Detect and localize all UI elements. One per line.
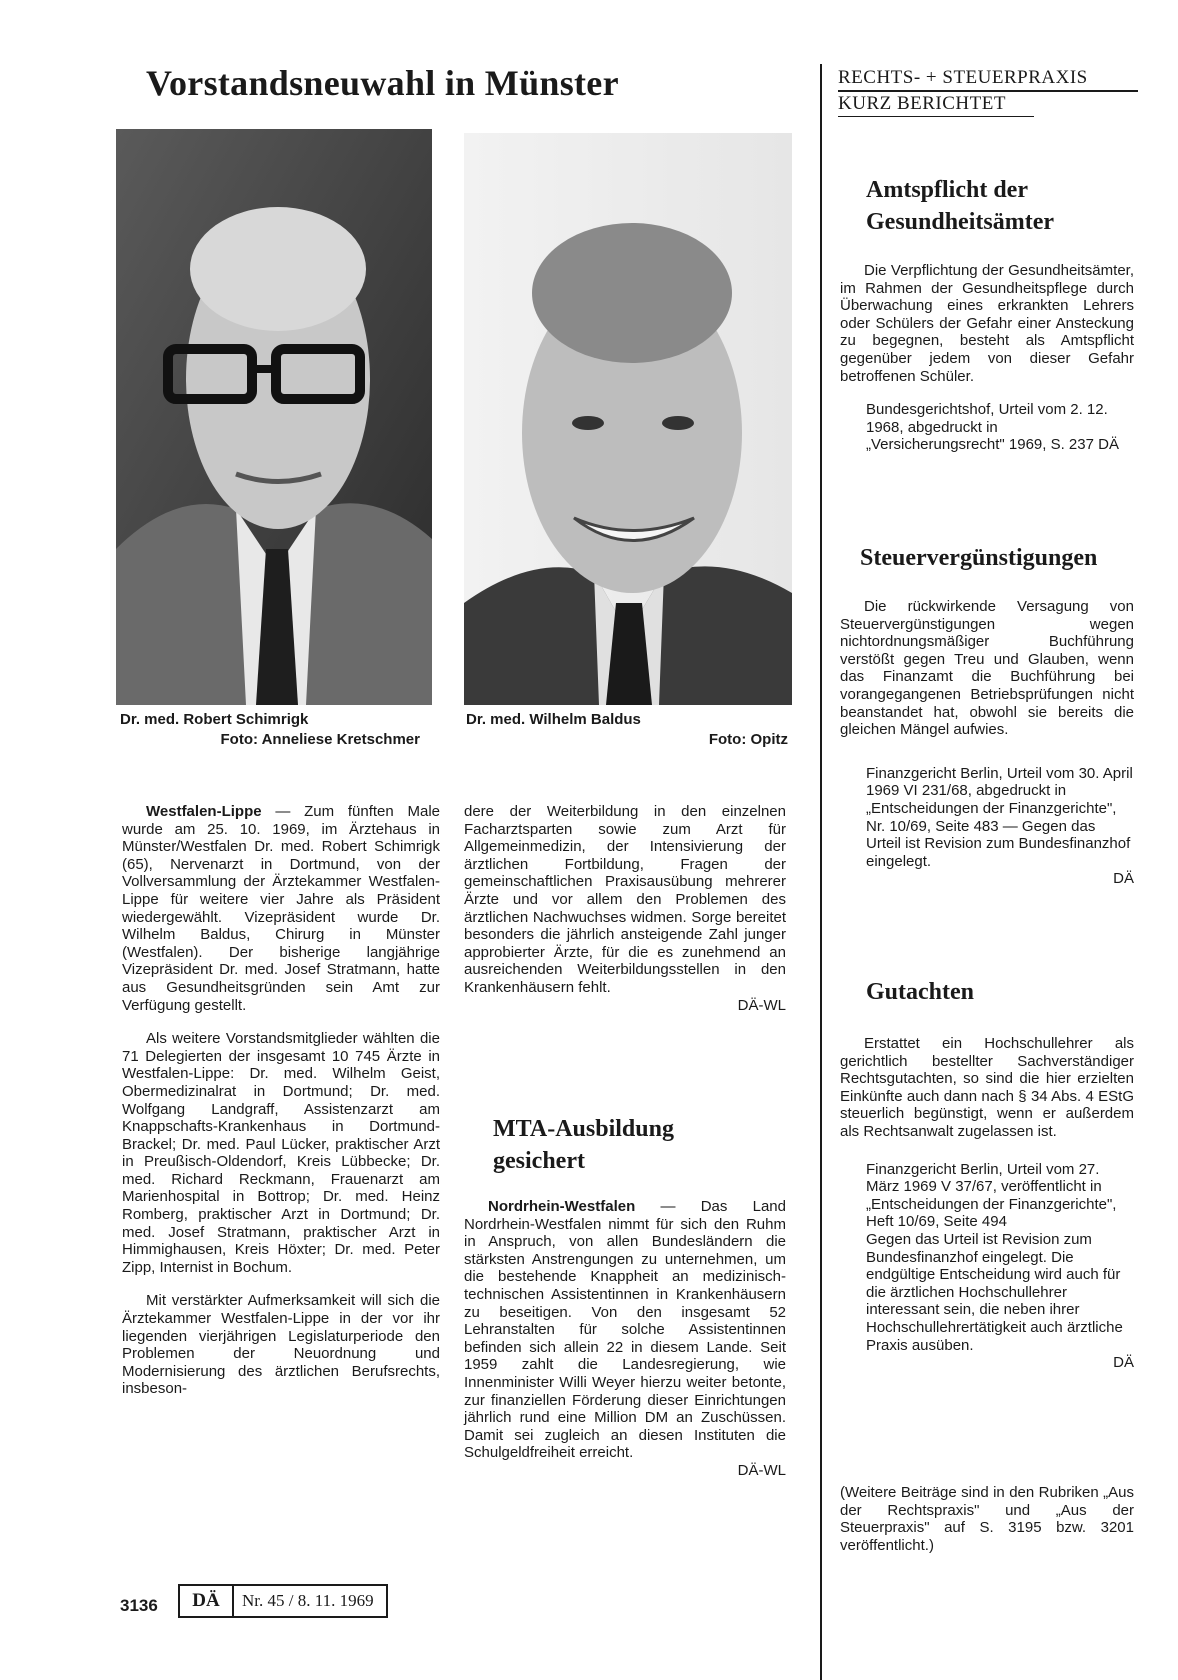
photo-caption-baldus xyxy=(466,710,788,750)
sidebar-signature: DÄ xyxy=(1113,870,1134,888)
sidebar-body: Die Verpflichtung der Gesundheitsämter, im Rahmen der Gesundheitspflege durch Überwachung eines erkrankten Lehrers oder Schülers der Gefahr einer Ansteckung zu begegnen, besteht als Amtspflicht gegenüber jedem von dieser Gefahr betroffenen Schüler. xyxy=(840,262,1134,385)
sidebar-item-amtspflicht xyxy=(840,262,1134,454)
sidebar-heading-steuerverguenstigungen: Steuervergünstigungen xyxy=(860,545,1098,571)
photo-caption-name: Dr. med. Robert Schimrigk xyxy=(120,711,309,728)
sidebar-body: Die rückwirkende Versagung von Steuervergünstigungen wegen nichtordnungsmäßiger Buchführung verstößt gegen Treu und Glauben, wenn das Finanzamt die Buchführung bei vorangegangenen Betriebsprüfungen nicht beanstandet hat, obwohl sie bereits die gleichen Mängel aufwies. xyxy=(840,598,1134,739)
sidebar-source: Bundesgerichtshof, Urteil vom 2. 12. 1968, abgedruckt in „Versicherungsrecht" 1969, S. 237 DÄ xyxy=(866,401,1119,454)
portrait-photo-baldus xyxy=(464,133,792,705)
page-title: Vorstandsneuwahl in Münster xyxy=(146,63,619,103)
column-divider xyxy=(820,64,822,1680)
section-label-rule xyxy=(838,90,1138,92)
article-column-1 xyxy=(122,803,440,1398)
photo-credit: Foto: Opitz xyxy=(708,731,788,748)
sidebar-heading-gutachten: Gutachten xyxy=(866,979,974,1005)
article-paragraph-2: Als weitere Vorstandsmitglieder wählten die 71 Delegierten der insgesamt 10 745 Ärzte in Westfalen-Lippe: Dr. med. Wilhelm Geist, Obermedizinalrat in Dortmund; Dr. med. Wolfgang Landgraff, Assistenzarzt am Knappschafts-Krankenhaus in Dortmund-Brackel; Dr. med. Paul Lücker, praktischer Arzt in Preußisch-Oldendorf, Kreis Lübbecke; Dr. med. Richard Reckmann, Frauenarzt am Marienhospital in Bottrop; Dr. med. Heinz Romberg, praktischer Arzt in Dortmund; Dr. med. Josef Stratmann, praktischer Arzt in Himmighausen, Kreis Höxter; Dr. med. Peter Zipp, Internist in Bochum. xyxy=(122,1030,440,1276)
mta-heading-line2: gesichert xyxy=(493,1148,585,1174)
article-dateline: Westfalen-Lippe xyxy=(146,803,262,820)
section-label-underline xyxy=(838,116,1034,117)
section-label-line1: RECHTS- + STEUERPRAXIS xyxy=(838,67,1088,88)
sidebar-heading-amtspflicht: Amtspflicht der Gesundheitsämter xyxy=(866,177,1054,235)
sidebar-footnote: (Weitere Beiträge sind in den Rubriken „Aus der Rechtspraxis" und „Aus der Steuerpraxis" auf S. 3195 bzw. 3201 veröffentlicht.) xyxy=(840,1484,1134,1554)
publication-logo: DÄ xyxy=(180,1586,234,1616)
photo-credit: Foto: Anneliese Kretschmer xyxy=(220,731,420,748)
article-column-2 xyxy=(464,803,786,1014)
photo-caption-name: Dr. med. Wilhelm Baldus xyxy=(466,711,641,728)
portrait-photo-schimrigk xyxy=(116,129,432,705)
mta-body: — Das Land Nordrhein-Westfalen nimmt für sich den Ruhm in Anspruch, von allen Bundesländern die stärksten Anstrengungen zu unternehmen, um die bestehende Knappheit an medizinisch-technischen Assistentinnen in Krankenhäusern zu beseitigen. Von den insgesamt 52 Lehranstalten für solche Assistentinnen befinden sich allein 22 in diesem Lande. Seit 1959 zahlt die Landesregierung, wie Innenminister Willi Weyer hierzu weiter betonte, zur finanziellen Förderung dieser Einrichtungen jährlich rund eine Million DM an Zuschüssen. Damit sei zugleich an diesen Instituten die Schulgeldfreiheit erreicht. xyxy=(464,1198,786,1462)
sidebar-source: Finanzgericht Berlin, Urteil vom 30. April 1969 VI 231/68, abgedruckt in „Entscheidungen der Finanzgerichte", Nr. 10/69, Seite 483 — Gegen das Urteil ist Revision zum Bundesfinanzhof eingelegt. xyxy=(866,764,1133,870)
article-signature: DÄ-WL xyxy=(737,996,786,1014)
sidebar-signature: DÄ xyxy=(1098,436,1119,454)
mta-heading xyxy=(493,1113,773,1177)
mta-article xyxy=(464,1198,786,1480)
issue-number: Nr. 45 / 8. 11. 1969 xyxy=(242,1591,374,1610)
mta-dateline: Nordrhein-Westfalen xyxy=(488,1198,636,1215)
sidebar-signature: DÄ xyxy=(1113,1354,1134,1372)
article-paragraph-4: dere der Weiterbildung in den einzelnen Facharztsparten sowie zum Arzt für Allgemeinmedizin, der Intensivierung der ärztlichen Fortbildung, Fragen der gemeinschaftlichen Praxisausübung mehrerer Ärzte und vor allem den Problemen des ärztlichen Nachwuchses widmen. Sorge bereitet besonders die jährlich ansteigende Zahl junger approbierter Ärzte, für die es zunehmend an ausreichenden Weiterbildungsstellen in den Krankenhäusern fehlt. xyxy=(464,803,786,996)
page-number: 3136 xyxy=(120,1596,158,1615)
sidebar-item-gutachten xyxy=(840,1035,1134,1372)
sidebar-source: Finanzgericht Berlin, Urteil vom 27. März 1969 V 37/67, veröffentlicht in „Entscheidungen der Finanzgerichte", Heft 10/69, Seite 494 xyxy=(866,1160,1117,1231)
photo-caption-schimrigk xyxy=(120,710,420,750)
mta-heading-line1: MTA-Ausbildung xyxy=(493,1116,674,1142)
section-label xyxy=(838,66,1138,116)
sidebar-note: Gegen das Urteil ist Revision zum Bundesfinanzhof eingelegt. Die endgültige Entscheidung wird auch für die ärztlichen Hochschullehrer interessant sein, die neben ihrer Hochschullehrertätigkeit auch ärztliche Praxis ausüben. xyxy=(866,1230,1123,1354)
article-paragraph-3: Mit verstärkter Aufmerksamkeit will sich die Ärztekammer Westfalen-Lippe in der vor ihr liegenden vierjährigen Legislaturperiode den Problemen der Neuordnung und Modernisierung des ärztlichen Berufsrechts, insbeson- xyxy=(122,1292,440,1398)
mta-signature: DÄ-WL xyxy=(737,1461,786,1479)
section-label-line2: KURZ BERICHTET xyxy=(838,93,1006,114)
sidebar-item-steuerverguenstigungen xyxy=(840,598,1134,888)
sidebar-body: Erstattet ein Hochschullehrer als gerichtlich bestellter Sachverständiger Rechtsgutachten, so sind die hier erzielten Einkünfte auch dann nach § 34 Abs. 4 EStG steuerlich begünstigt, wenn er außerdem als Rechtsanwalt zugelassen ist. xyxy=(840,1035,1134,1140)
article-paragraph-1: Westfalen-Lippe — Zum fünften Male wurde am 25. 10. 1969, im Ärztehaus in Münster/Westfalen Dr. med. Robert Schimrigk (65), Nervenarzt in Dortmund, von der Vollversammlung der Ärztekammer Westfalen-Lippe für weitere vier Jahre als Präsident wiedergewählt. Vizepräsident wurde Dr. Wilhelm Baldus, Chirurg in Münster (Westfalen). Der bisherige langjährige Vizepräsident Dr. med. Josef Stratmann, hatte aus Gesundheitsgründen sein Amt zur Verfügung gestellt. xyxy=(122,803,440,1014)
issue-box xyxy=(178,1584,388,1618)
